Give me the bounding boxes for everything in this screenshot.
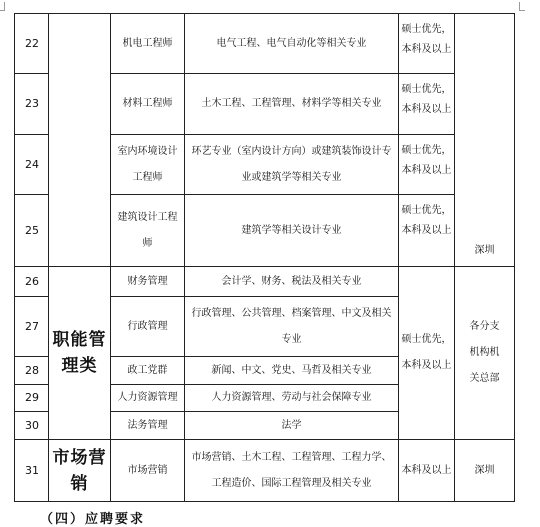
- page-corner-mark-left-h: [0, 10, 5, 11]
- location-cell-merged: 各分支机构机关总部: [455, 267, 515, 440]
- row-number: 23: [15, 74, 49, 135]
- location-cell: 深圳: [455, 440, 515, 502]
- major-cell: 会计学、财务、税法及相关专业: [185, 267, 399, 297]
- category-shichang: 市场营销: [49, 440, 111, 502]
- row-number: 22: [15, 14, 49, 74]
- education-cell-merged: 硕士优先，本科及以上: [399, 267, 455, 440]
- education-cell: 硕士优先，本科及以上: [399, 195, 455, 267]
- table-row: [15, 14, 515, 74]
- position-cell: 财务管理: [111, 267, 185, 297]
- major-cell: 法学: [185, 412, 399, 440]
- position-cell: 人力资源管理: [111, 385, 185, 412]
- major-cell: 建筑学等相关设计专业: [185, 195, 399, 267]
- category-zhineng: 职能管理类: [49, 267, 111, 440]
- position-cell: 法务管理: [111, 412, 185, 440]
- recruitment-table: [14, 13, 515, 502]
- major-cell: 新闻、中文、党史、马哲及相关专业: [185, 357, 399, 385]
- location-cell: 深圳: [455, 14, 515, 267]
- page-corner-mark-right-h: [519, 10, 525, 11]
- position-cell: 室内环境设计工程师: [111, 135, 185, 195]
- education-cell: 硕士优先，本科及以上: [399, 135, 455, 195]
- category-cell-empty: [49, 14, 111, 267]
- major-cell: 市场营销、土木工程、工程管理、工程力学、工程造价、国际工程管理及相关专业: [185, 440, 399, 502]
- education-cell: 本科及以上: [399, 440, 455, 502]
- position-cell: 行政管理: [111, 297, 185, 357]
- education-cell: 硕士优先，本科及以上: [399, 74, 455, 135]
- position-cell: 材料工程师: [111, 74, 185, 135]
- position-cell: 政工党群: [111, 357, 185, 385]
- major-cell: 土木工程、工程管理、材料学等相关专业: [185, 74, 399, 135]
- row-number: 24: [15, 135, 49, 195]
- row-number: 26: [15, 267, 49, 297]
- row-number: 25: [15, 195, 49, 267]
- education-cell: 硕士优先，本科及以上: [399, 14, 455, 74]
- table-row: [15, 267, 515, 297]
- table-row: [15, 440, 515, 502]
- major-cell: 人力资源管理、劳动与社会保障专业: [185, 385, 399, 412]
- position-cell: 市场营销: [111, 440, 185, 502]
- row-number: 29: [15, 385, 49, 412]
- row-number: 27: [15, 297, 49, 357]
- row-number: 31: [15, 440, 49, 502]
- position-cell: 建筑设计工程师: [111, 195, 185, 267]
- section-heading: （四）应聘要求: [40, 512, 146, 527]
- position-cell: 机电工程师: [111, 14, 185, 74]
- major-cell: 行政管理、公共管理、档案管理、中文及相关专业: [185, 297, 399, 357]
- major-cell: 环艺专业（室内设计方向）或建筑装饰设计专业或建筑学等相关专业: [185, 135, 399, 195]
- row-number: 28: [15, 357, 49, 385]
- row-number: 30: [15, 412, 49, 440]
- major-cell: 电气工程、电气自动化等相关专业: [185, 14, 399, 74]
